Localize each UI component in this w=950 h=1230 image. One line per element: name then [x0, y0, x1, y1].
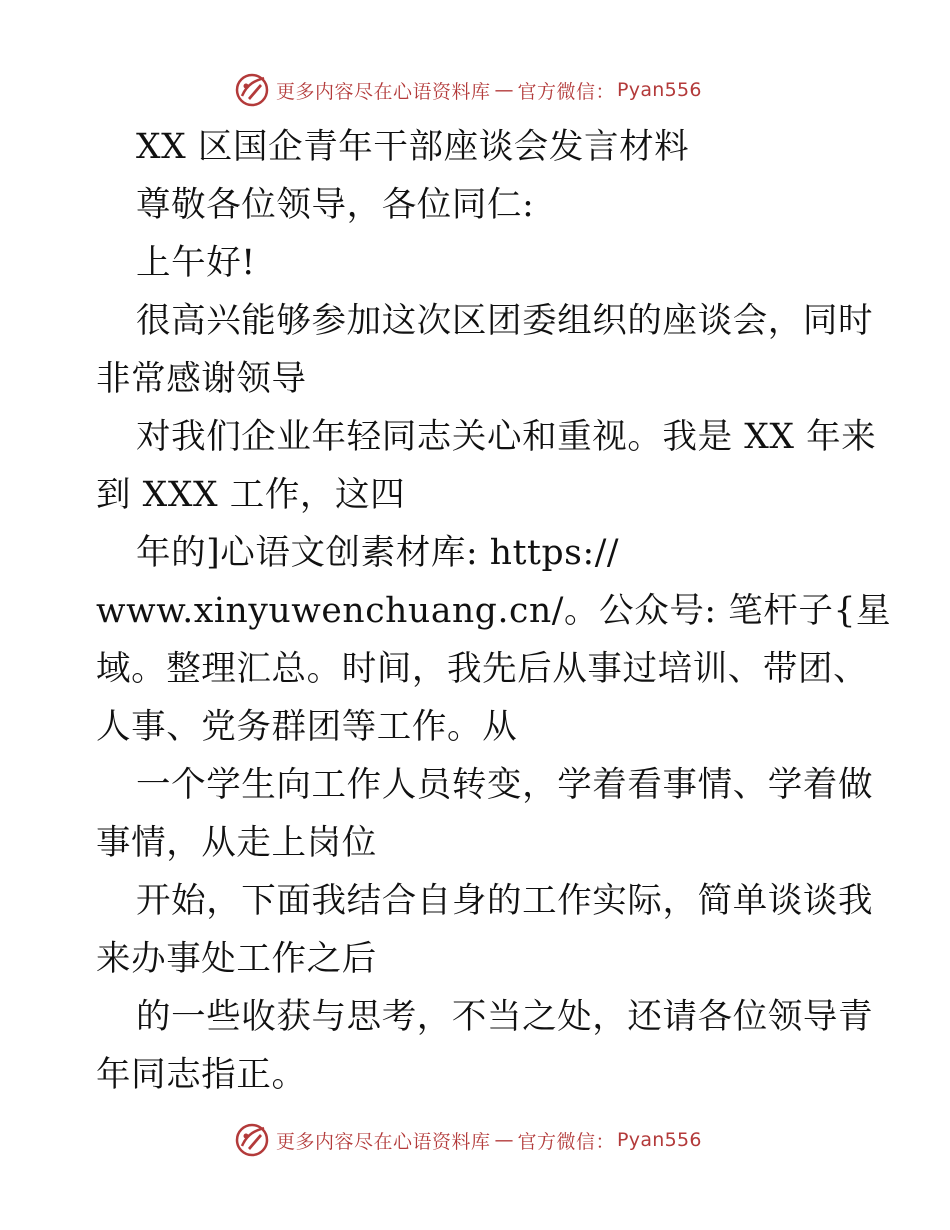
banner-wechat-label: 官方微信：	[517, 1130, 616, 1153]
paragraph-line: 人事、党务群团等工作。从	[96, 707, 518, 747]
paragraph-line: www.xinyuwenchuang.cn/。公众号: 笔杆子{星	[96, 591, 892, 631]
paragraph-line: 来办事处工作之后	[96, 939, 377, 979]
paragraph-line: 事情，从走上岗位	[96, 823, 377, 863]
salutation-line: 尊敬各位领导，各位同仁:	[136, 185, 535, 225]
pen-swirl-logo-icon	[234, 72, 270, 108]
paragraph-line: 的一些收获与思考，不当之处，还请各位领导青	[136, 997, 874, 1037]
header-banner	[234, 72, 702, 108]
paragraph-line: 年同志指正。	[96, 1055, 307, 1095]
paragraph-line: 很高兴能够参加这次区团委组织的座谈会，同时	[136, 301, 874, 341]
banner-wechat-id: Pyan556	[617, 1129, 702, 1151]
paragraph-line: 域。整理汇总。时间，我先后从事过培训、带团、	[96, 649, 869, 689]
paragraph-line: 年的]心语文创素材库: https://	[136, 533, 620, 573]
greeting-line: 上午好!	[136, 243, 256, 283]
document-title: XX 区国企青年干部座谈会发言材料	[136, 127, 690, 167]
pen-swirl-logo-icon	[234, 1122, 270, 1158]
paragraph-line: 非常感谢领导	[96, 359, 307, 399]
banner-tagline: 更多内容尽在心语资料库	[276, 80, 491, 103]
footer-banner	[234, 1122, 702, 1158]
banner-wechat-id: Pyan556	[617, 79, 702, 101]
document-body	[96, 118, 892, 1104]
paragraph-line: 一个学生向工作人员转变，学着看事情、学着做	[136, 765, 874, 805]
banner-wechat-label: 官方微信：	[517, 80, 616, 103]
banner-tagline: 更多内容尽在心语资料库	[276, 1130, 491, 1153]
paragraph-line: 对我们企业年轻同志关心和重视。我是 XX 年来	[136, 417, 877, 457]
paragraph-line: 到 XXX 工作，这四	[96, 475, 406, 515]
banner-dash: —	[494, 1129, 514, 1151]
banner-dash: —	[494, 79, 514, 101]
paragraph-line: 开始，下面我结合自身的工作实际，简单谈谈我	[136, 881, 874, 921]
